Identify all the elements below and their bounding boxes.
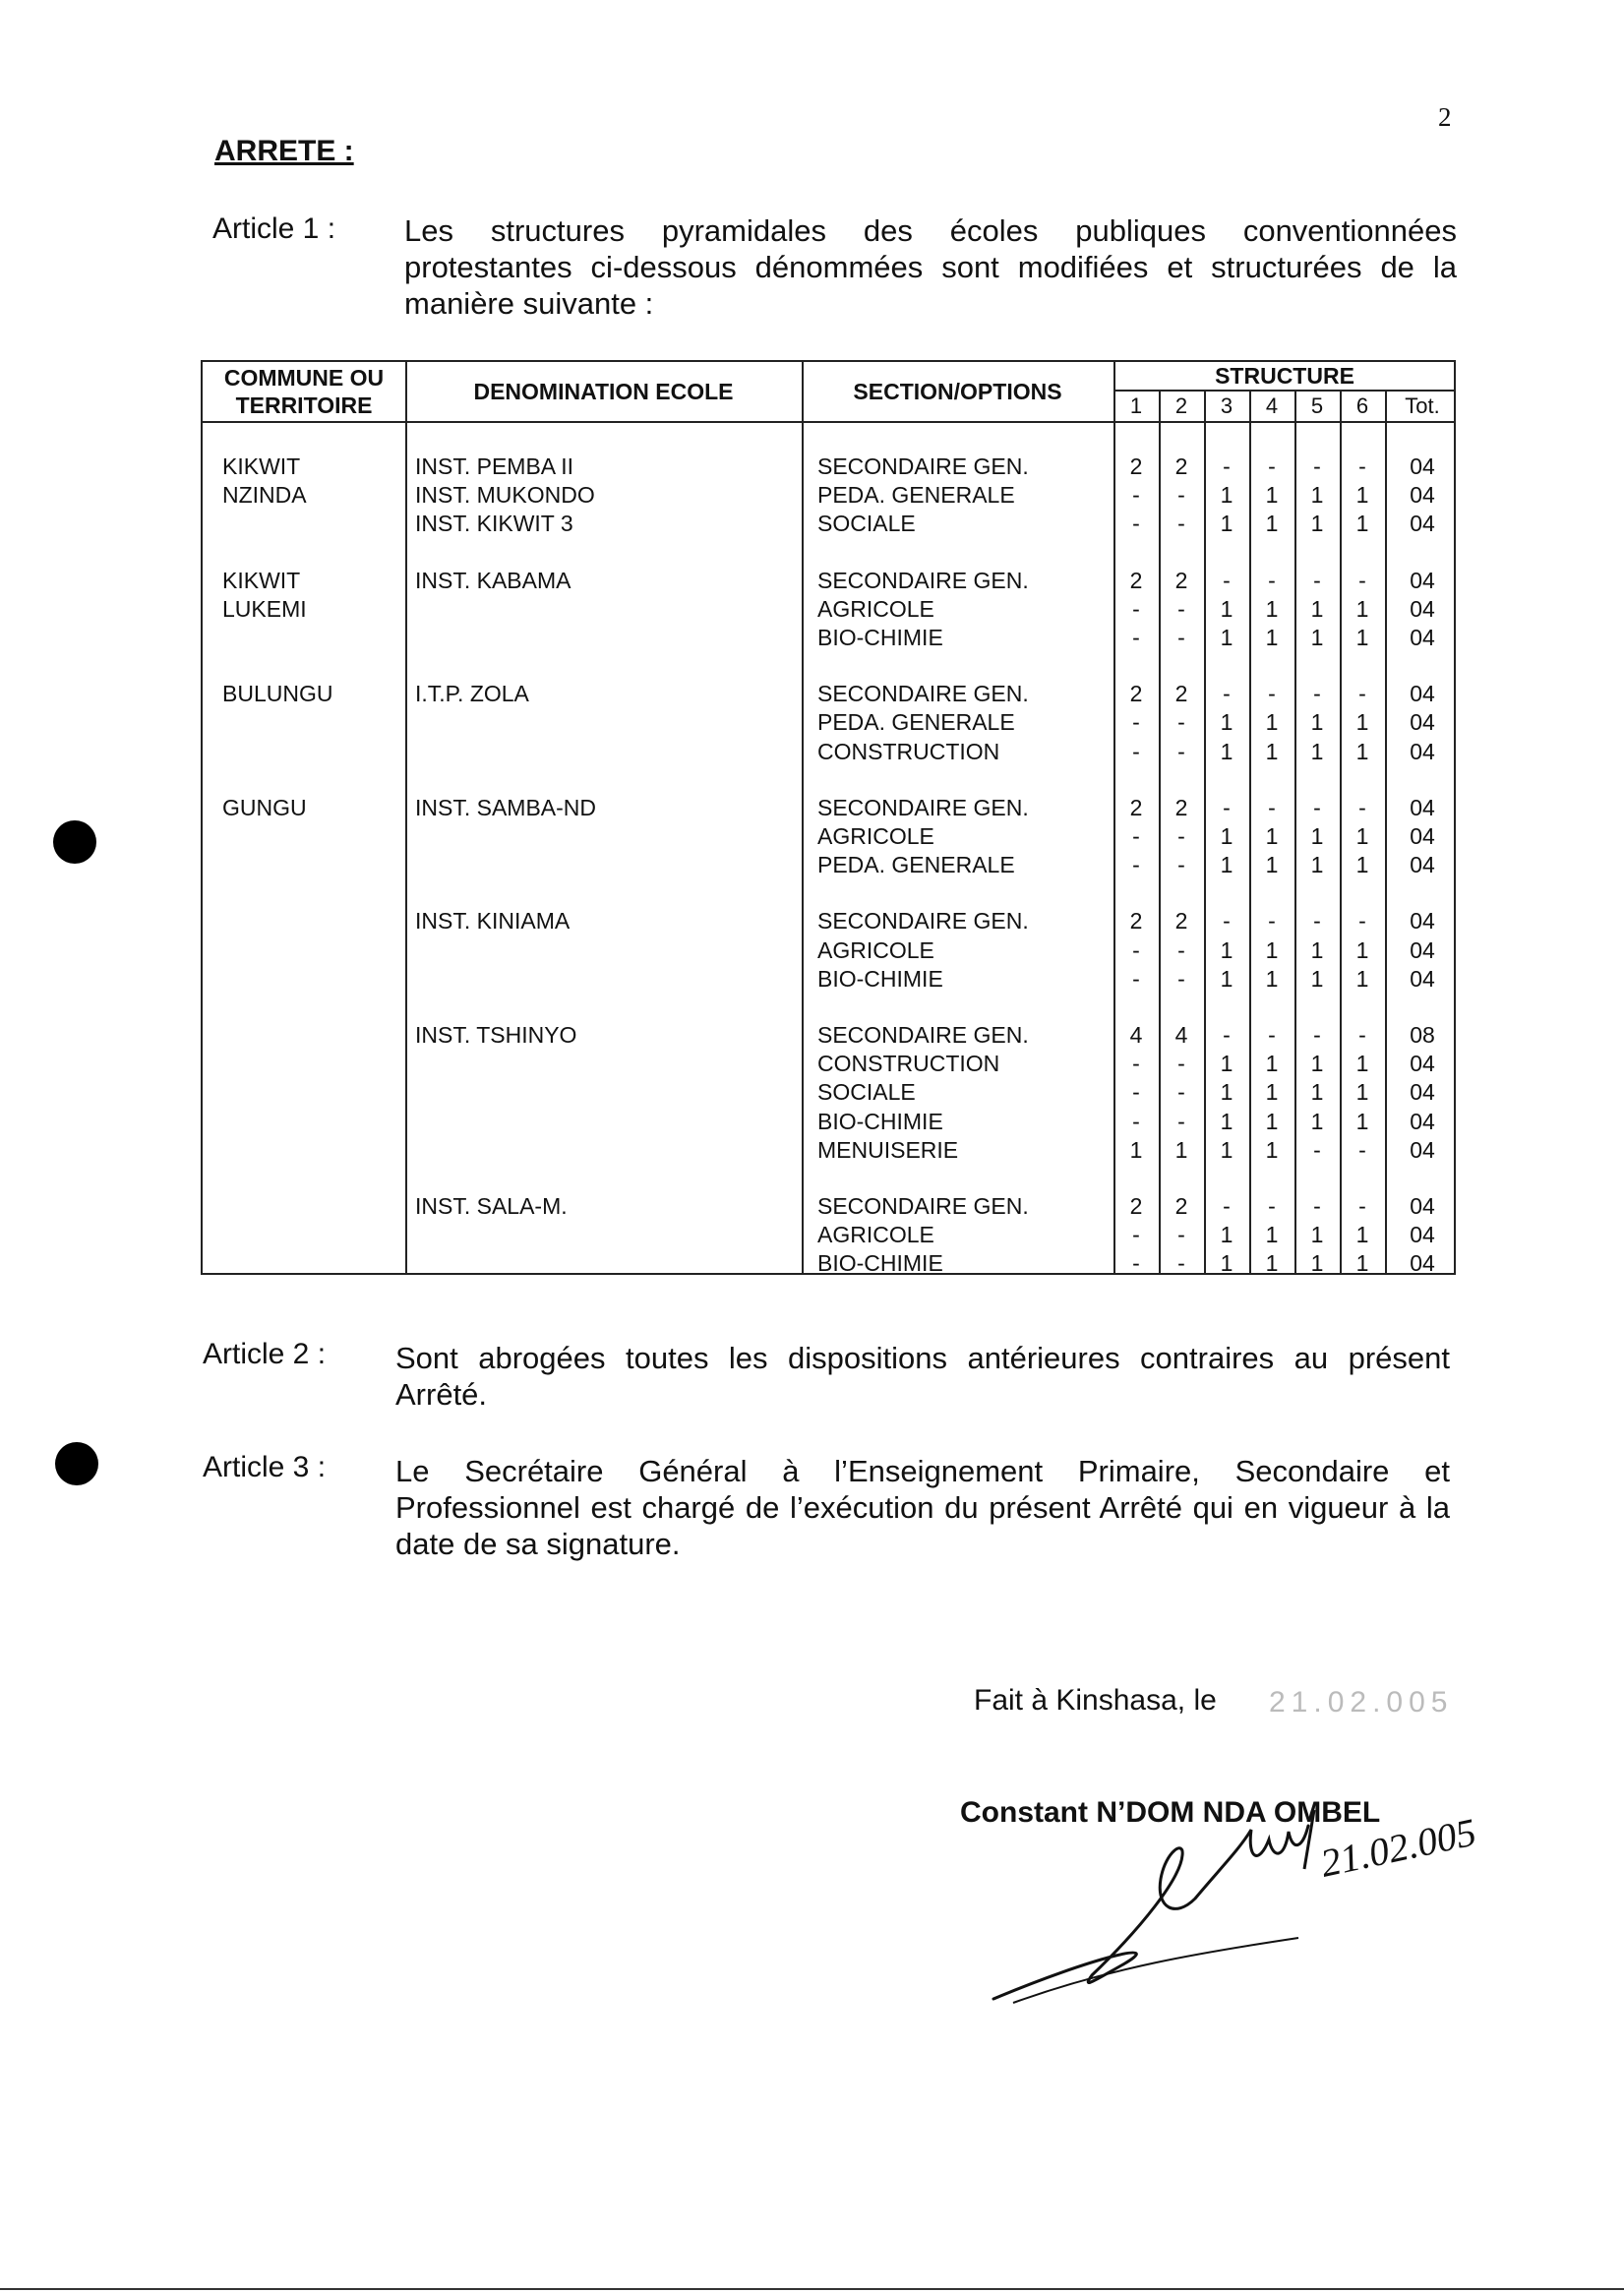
- level-5-cell: 1: [1310, 1079, 1324, 1106]
- level-4-cell: 1: [1265, 1136, 1279, 1163]
- level-5-cell: -: [1313, 681, 1321, 707]
- level-2-cell: -: [1177, 1250, 1185, 1277]
- ecole-cell: INST. MUKONDO: [415, 482, 595, 509]
- level-1-cell: 2: [1129, 453, 1143, 479]
- level-1-cell: -: [1132, 738, 1140, 764]
- header-denomination: DENOMINATION ECOLE: [473, 379, 734, 404]
- level-2-cell: 2: [1174, 453, 1188, 479]
- header-commune: COMMUNE OU TERRITOIRE: [223, 365, 385, 418]
- level-2-cell: -: [1177, 852, 1185, 878]
- level-6-cell: 1: [1355, 1108, 1369, 1134]
- level-5-cell: -: [1313, 794, 1321, 820]
- level-1-cell: -: [1132, 1222, 1140, 1248]
- punch-hole-bottom: [55, 1442, 98, 1485]
- level-4-cell: 1: [1265, 936, 1279, 963]
- level-1-cell: -: [1132, 709, 1140, 736]
- level-3-cell: 1: [1220, 1222, 1233, 1248]
- section-cell: SECONDAIRE GEN.: [817, 681, 1029, 707]
- level-1-cell: 2: [1129, 681, 1143, 707]
- level-6-cell: 1: [1355, 709, 1369, 736]
- level-5-cell: -: [1313, 1136, 1321, 1163]
- level-5-cell: 1: [1310, 738, 1324, 764]
- level-3-cell: -: [1223, 794, 1231, 820]
- level-4-cell: 1: [1265, 738, 1279, 764]
- section-cell: PEDA. GENERALE: [817, 482, 1015, 509]
- level-6-cell: 1: [1355, 965, 1369, 992]
- level-6-cell: 1: [1355, 1079, 1369, 1106]
- level-5-cell: 1: [1310, 936, 1324, 963]
- header-level-3: 3: [1220, 393, 1233, 418]
- commune-cell: KIKWIT: [222, 453, 301, 479]
- level-1-cell: 4: [1129, 1022, 1143, 1048]
- section-cell: CONSTRUCTION: [817, 1051, 1000, 1077]
- section-cell: MENUISERIE: [817, 1136, 959, 1163]
- article1-text: Les structures pyramidales des écoles publiques conventionnées protestantes ci-dessous dénommées sont modifiées et structurées de la manière suivante :: [404, 213, 1457, 321]
- header-level-5: 5: [1310, 393, 1324, 418]
- level-5-cell: 1: [1310, 709, 1324, 736]
- scan-edge-line: [0, 2288, 1624, 2290]
- section-cell: SOCIALE: [817, 1079, 916, 1106]
- level-2-cell: -: [1177, 1051, 1185, 1077]
- ecole-cell: I.T.P. ZOLA: [415, 681, 529, 707]
- level-2-cell: -: [1177, 1079, 1185, 1106]
- section-cell: SECONDAIRE GEN.: [817, 908, 1029, 935]
- punch-hole-top: [53, 820, 96, 864]
- level-5-cell: 1: [1310, 823, 1324, 849]
- commune-cell: LUKEMI: [222, 595, 307, 622]
- level-2-cell: -: [1177, 965, 1185, 992]
- total-cell: 04: [1410, 1250, 1435, 1277]
- level-5-cell: 1: [1310, 852, 1324, 878]
- level-6-cell: 1: [1355, 595, 1369, 622]
- place-date: Fait à Kinshasa, le: [974, 1684, 1217, 1717]
- level-3-cell: 1: [1220, 1051, 1233, 1077]
- level-1-cell: -: [1132, 823, 1140, 849]
- level-4-cell: -: [1268, 1193, 1276, 1219]
- level-2-cell: 1: [1174, 1136, 1188, 1163]
- total-cell: 04: [1410, 681, 1435, 707]
- total-cell: 04: [1410, 1222, 1435, 1248]
- level-4-cell: -: [1268, 681, 1276, 707]
- date-stamp: 21.02.005: [1269, 1686, 1454, 1719]
- level-6-cell: 1: [1355, 625, 1369, 650]
- article2-text: Sont abrogées toutes les dispositions antérieures contraires au présent Arrêté.: [395, 1341, 1450, 1412]
- total-cell: 04: [1410, 709, 1435, 736]
- total-cell: 04: [1410, 908, 1435, 935]
- level-1-cell: 2: [1129, 567, 1143, 593]
- total-cell: 04: [1410, 567, 1435, 593]
- structure-table: [201, 360, 1456, 1275]
- heading-arrete: ARRETE :: [214, 135, 354, 167]
- level-5-cell: 1: [1310, 1108, 1324, 1134]
- level-2-cell: -: [1177, 511, 1185, 537]
- header-level-2: 2: [1174, 393, 1188, 418]
- level-3-cell: 1: [1220, 511, 1233, 537]
- level-4-cell: 1: [1265, 1079, 1279, 1106]
- level-6-cell: 1: [1355, 823, 1369, 849]
- level-2-cell: 2: [1174, 908, 1188, 935]
- level-6-cell: -: [1358, 1136, 1366, 1163]
- level-1-cell: -: [1132, 1250, 1140, 1277]
- level-2-cell: -: [1177, 1108, 1185, 1134]
- level-3-cell: 1: [1220, 823, 1233, 849]
- level-3-cell: 1: [1220, 625, 1233, 650]
- level-4-cell: 1: [1265, 595, 1279, 622]
- header-level-6: 6: [1355, 393, 1369, 418]
- level-2-cell: -: [1177, 1222, 1185, 1248]
- total-cell: 04: [1410, 794, 1435, 820]
- section-cell: SECONDAIRE GEN.: [817, 1022, 1029, 1048]
- level-5-cell: 1: [1310, 595, 1324, 622]
- level-2-cell: -: [1177, 823, 1185, 849]
- section-cell: BIO-CHIMIE: [817, 625, 943, 650]
- level-1-cell: -: [1132, 1079, 1140, 1106]
- section-cell: BIO-CHIMIE: [817, 1250, 943, 1277]
- total-cell: 04: [1410, 482, 1435, 509]
- level-2-cell: -: [1177, 936, 1185, 963]
- section-cell: SOCIALE: [817, 511, 916, 537]
- level-3-cell: -: [1223, 908, 1231, 935]
- level-5-cell: -: [1313, 1022, 1321, 1048]
- total-cell: 04: [1410, 1108, 1435, 1134]
- level-2-cell: 2: [1174, 681, 1188, 707]
- section-cell: SECONDAIRE GEN.: [817, 1193, 1029, 1219]
- total-cell: 04: [1410, 1193, 1435, 1219]
- total-cell: 04: [1410, 511, 1435, 537]
- level-4-cell: -: [1268, 794, 1276, 820]
- level-2-cell: 2: [1174, 1193, 1188, 1219]
- level-1-cell: -: [1132, 852, 1140, 878]
- level-2-cell: -: [1177, 625, 1185, 650]
- level-6-cell: -: [1358, 453, 1366, 479]
- level-6-cell: -: [1358, 908, 1366, 935]
- section-cell: SECONDAIRE GEN.: [817, 567, 1029, 593]
- level-2-cell: 2: [1174, 567, 1188, 593]
- level-5-cell: 1: [1310, 965, 1324, 992]
- level-6-cell: 1: [1355, 1222, 1369, 1248]
- level-1-cell: 2: [1129, 1193, 1143, 1219]
- level-6-cell: 1: [1355, 936, 1369, 963]
- handwritten-date: 21.02.005: [1316, 1809, 1480, 1886]
- level-3-cell: 1: [1220, 1250, 1233, 1277]
- commune-cell: BULUNGU: [222, 681, 333, 707]
- handwritten-signature: [974, 1771, 1544, 2026]
- total-cell: 04: [1410, 1136, 1435, 1163]
- level-1-cell: -: [1132, 1108, 1140, 1134]
- section-cell: PEDA. GENERALE: [817, 852, 1015, 878]
- level-3-cell: 1: [1220, 1079, 1233, 1106]
- article3-label: Article 3 :: [203, 1451, 327, 1483]
- level-1-cell: -: [1132, 595, 1140, 622]
- level-4-cell: 1: [1265, 1250, 1279, 1277]
- total-cell: 04: [1410, 453, 1435, 479]
- section-cell: AGRICOLE: [817, 936, 934, 963]
- level-1-cell: -: [1132, 936, 1140, 963]
- section-cell: PEDA. GENERALE: [817, 709, 1015, 736]
- total-cell: 04: [1410, 852, 1435, 878]
- level-5-cell: -: [1313, 567, 1321, 593]
- commune-cell: GUNGU: [222, 794, 307, 820]
- level-2-cell: 4: [1174, 1022, 1188, 1048]
- commune-cell: NZINDA: [222, 482, 307, 509]
- level-3-cell: 1: [1220, 1108, 1233, 1134]
- level-4-cell: 1: [1265, 1222, 1279, 1248]
- level-5-cell: -: [1313, 1193, 1321, 1219]
- total-cell: 04: [1410, 936, 1435, 963]
- level-4-cell: 1: [1265, 823, 1279, 849]
- level-4-cell: 1: [1265, 852, 1279, 878]
- level-1-cell: 2: [1129, 908, 1143, 935]
- level-4-cell: -: [1268, 1022, 1276, 1048]
- article3-text: Le Secrétaire Général à l’Enseignement Primaire, Secondaire et Professionnel est chargé de l’exécution du présent Arrêté qui en vigueur à la date de sa signature.: [395, 1454, 1450, 1561]
- header-total: Tot.: [1405, 393, 1440, 418]
- level-1-cell: -: [1132, 511, 1140, 537]
- header-level-1: 1: [1129, 393, 1143, 418]
- level-3-cell: -: [1223, 453, 1231, 479]
- level-4-cell: 1: [1265, 482, 1279, 509]
- level-3-cell: 1: [1220, 852, 1233, 878]
- level-4-cell: -: [1268, 908, 1276, 935]
- level-3-cell: 1: [1220, 482, 1233, 509]
- ecole-cell: INST. KINIAMA: [415, 908, 571, 935]
- level-1-cell: -: [1132, 482, 1140, 509]
- level-1-cell: -: [1132, 625, 1140, 650]
- ecole-cell: INST. SAMBA-ND: [415, 794, 597, 820]
- section-cell: AGRICOLE: [817, 823, 934, 849]
- level-6-cell: 1: [1355, 482, 1369, 509]
- total-cell: 04: [1410, 625, 1435, 650]
- header-structure: STRUCTURE: [1215, 363, 1354, 389]
- level-6-cell: -: [1358, 1193, 1366, 1219]
- section-cell: BIO-CHIMIE: [817, 965, 943, 992]
- total-cell: 04: [1410, 738, 1435, 764]
- total-cell: 04: [1410, 965, 1435, 992]
- total-cell: 04: [1410, 595, 1435, 622]
- ecole-cell: INST. TSHINYO: [415, 1022, 577, 1048]
- level-6-cell: 1: [1355, 852, 1369, 878]
- article1-label: Article 1 :: [212, 212, 336, 245]
- level-4-cell: -: [1268, 567, 1276, 593]
- page-number: 2: [1438, 102, 1452, 132]
- level-2-cell: -: [1177, 738, 1185, 764]
- level-6-cell: 1: [1355, 1250, 1369, 1277]
- level-3-cell: 1: [1220, 965, 1233, 992]
- level-6-cell: 1: [1355, 738, 1369, 764]
- section-cell: SECONDAIRE GEN.: [817, 794, 1029, 820]
- total-cell: 04: [1410, 1079, 1435, 1106]
- level-3-cell: -: [1223, 681, 1231, 707]
- level-4-cell: 1: [1265, 709, 1279, 736]
- level-3-cell: 1: [1220, 709, 1233, 736]
- level-5-cell: -: [1313, 908, 1321, 935]
- level-3-cell: 1: [1220, 595, 1233, 622]
- level-3-cell: 1: [1220, 738, 1233, 764]
- total-cell: 04: [1410, 823, 1435, 849]
- level-3-cell: -: [1223, 1022, 1231, 1048]
- level-5-cell: 1: [1310, 511, 1324, 537]
- total-cell: 08: [1410, 1022, 1435, 1048]
- level-4-cell: 1: [1265, 625, 1279, 650]
- level-4-cell: -: [1268, 453, 1276, 479]
- level-6-cell: 1: [1355, 511, 1369, 537]
- section-cell: CONSTRUCTION: [817, 738, 1000, 764]
- level-6-cell: -: [1358, 794, 1366, 820]
- level-4-cell: 1: [1265, 511, 1279, 537]
- level-5-cell: -: [1313, 453, 1321, 479]
- header-section: SECTION/OPTIONS: [853, 379, 1062, 404]
- article2-label: Article 2 :: [203, 1338, 327, 1370]
- level-1-cell: -: [1132, 965, 1140, 992]
- section-cell: SECONDAIRE GEN.: [817, 453, 1029, 479]
- ecole-cell: INST. KIKWIT 3: [415, 511, 573, 537]
- section-cell: AGRICOLE: [817, 595, 934, 622]
- level-6-cell: 1: [1355, 1051, 1369, 1077]
- signatory-name: Constant N’DOM NDA OMBEL: [960, 1796, 1381, 1829]
- commune-cell: KIKWIT: [222, 567, 301, 593]
- level-5-cell: 1: [1310, 1222, 1324, 1248]
- level-3-cell: 1: [1220, 936, 1233, 963]
- level-4-cell: 1: [1265, 1051, 1279, 1077]
- level-5-cell: 1: [1310, 625, 1324, 650]
- level-3-cell: 1: [1220, 1136, 1233, 1163]
- level-1-cell: 2: [1129, 794, 1143, 820]
- ecole-cell: INST. SALA-M.: [415, 1193, 568, 1219]
- level-3-cell: -: [1223, 1193, 1231, 1219]
- level-4-cell: 1: [1265, 1108, 1279, 1134]
- level-5-cell: 1: [1310, 482, 1324, 509]
- level-1-cell: 1: [1129, 1136, 1143, 1163]
- level-2-cell: 2: [1174, 794, 1188, 820]
- level-5-cell: 1: [1310, 1051, 1324, 1077]
- level-2-cell: -: [1177, 482, 1185, 509]
- level-5-cell: 1: [1310, 1250, 1324, 1277]
- level-6-cell: -: [1358, 681, 1366, 707]
- level-6-cell: -: [1358, 567, 1366, 593]
- total-cell: 04: [1410, 1051, 1435, 1077]
- section-cell: BIO-CHIMIE: [817, 1108, 943, 1134]
- ecole-cell: INST. PEMBA II: [415, 453, 574, 479]
- level-4-cell: 1: [1265, 965, 1279, 992]
- section-cell: AGRICOLE: [817, 1222, 934, 1248]
- level-2-cell: -: [1177, 709, 1185, 736]
- level-1-cell: -: [1132, 1051, 1140, 1077]
- ecole-cell: INST. KABAMA: [415, 567, 571, 593]
- level-2-cell: -: [1177, 595, 1185, 622]
- level-6-cell: -: [1358, 1022, 1366, 1048]
- level-3-cell: -: [1223, 567, 1231, 593]
- header-level-4: 4: [1265, 393, 1279, 418]
